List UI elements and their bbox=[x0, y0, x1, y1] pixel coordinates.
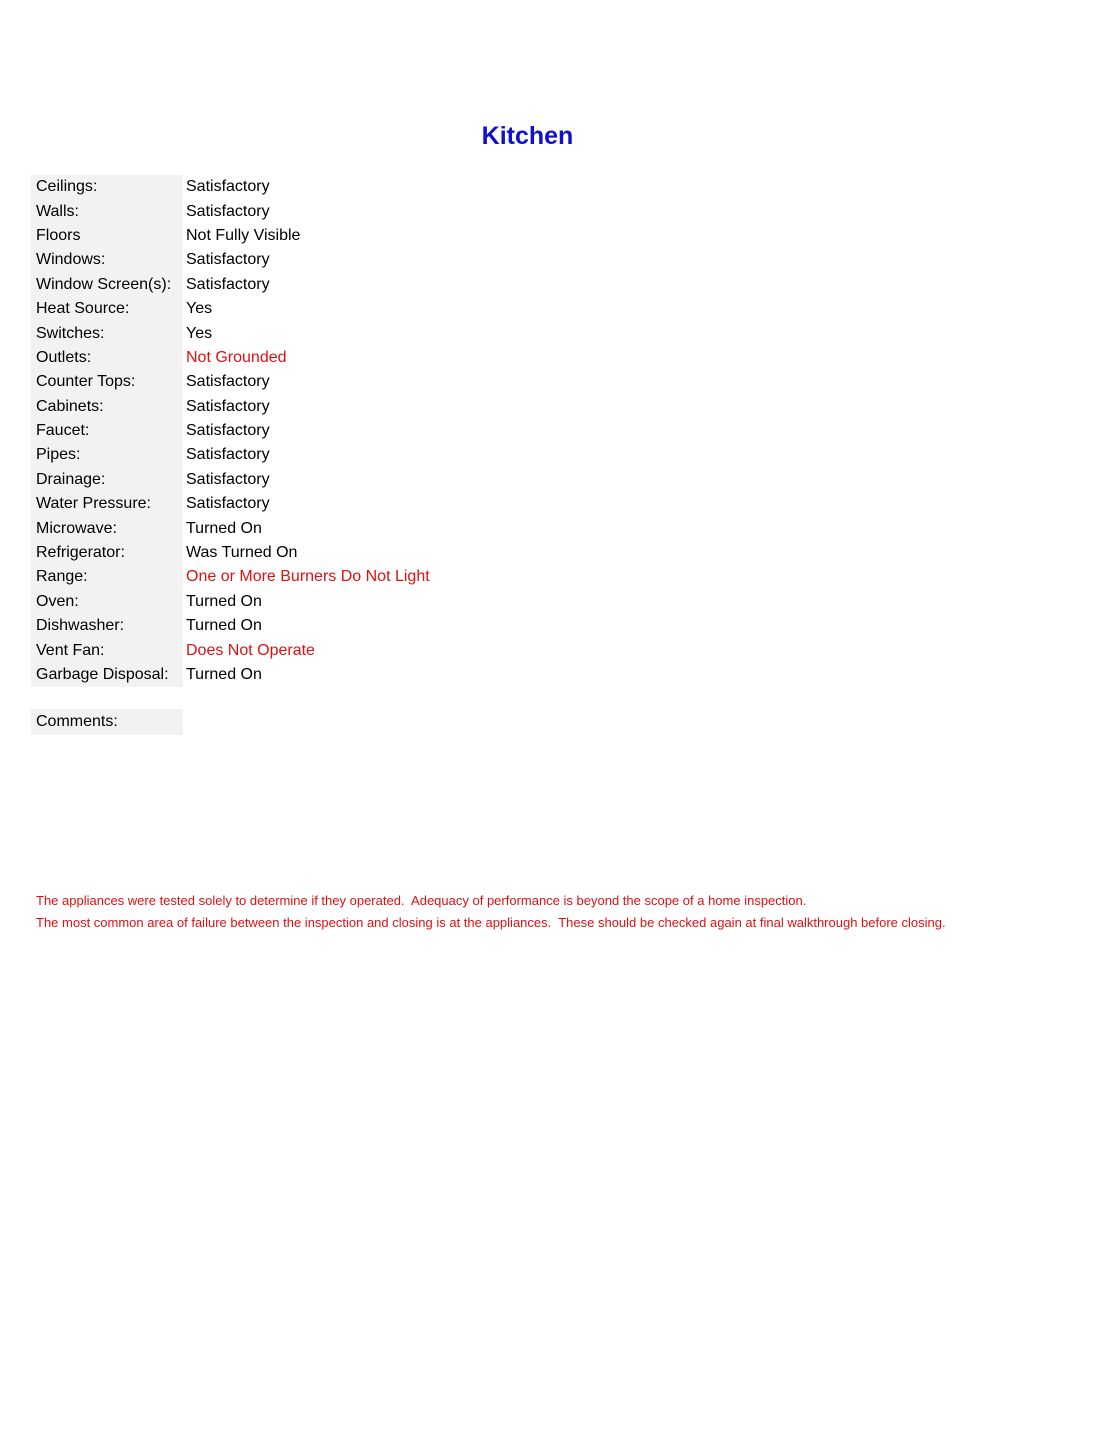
table-row bbox=[31, 443, 430, 467]
table-row bbox=[31, 273, 430, 297]
table-row bbox=[31, 492, 430, 516]
table-row bbox=[31, 224, 430, 248]
row-label: Walls: bbox=[31, 199, 183, 223]
row-value: Satisfactory bbox=[186, 275, 270, 293]
row-label: Vent Fan: bbox=[31, 638, 183, 662]
table-row bbox=[31, 248, 430, 272]
table-row bbox=[31, 297, 430, 321]
row-value: Satisfactory bbox=[186, 251, 270, 269]
row-label: Oven: bbox=[31, 590, 183, 614]
appliance-notes bbox=[36, 890, 946, 934]
row-value: Turned On bbox=[186, 617, 262, 635]
row-value: Satisfactory bbox=[186, 446, 270, 464]
row-label: Floors bbox=[31, 224, 183, 248]
row-label: Pipes: bbox=[31, 443, 183, 467]
inspection-table-body bbox=[31, 175, 430, 687]
row-label: Refrigerator: bbox=[31, 541, 183, 565]
page-title: Kitchen bbox=[481, 122, 574, 150]
comments-label: Comments: bbox=[31, 709, 183, 735]
row-label: Dishwasher: bbox=[31, 614, 183, 638]
table-row bbox=[31, 565, 430, 589]
note-line: The appliances were tested solely to determine if they operated. Adequacy of performance is beyond the scope of a home inspection. bbox=[36, 893, 807, 908]
row-label: Switches: bbox=[31, 321, 183, 345]
row-label: Window Screen(s): bbox=[31, 273, 183, 297]
row-label: Water Pressure: bbox=[31, 492, 183, 516]
row-value-alert: Not Grounded bbox=[186, 348, 287, 366]
row-value: Not Fully Visible bbox=[186, 226, 301, 244]
row-label: Microwave: bbox=[31, 516, 183, 540]
table-row bbox=[31, 663, 430, 687]
row-label: Faucet: bbox=[31, 419, 183, 443]
row-value: Turned On bbox=[186, 519, 262, 537]
note-line: The most common area of failure between the inspection and closing is at the appliances. These should be checked again at final walkthrough before closing. bbox=[36, 915, 946, 930]
table-row bbox=[31, 395, 430, 419]
inspection-table bbox=[31, 175, 430, 687]
table-row bbox=[31, 370, 430, 394]
table-row bbox=[31, 541, 430, 565]
table-row bbox=[31, 468, 430, 492]
row-value-alert: One or More Burners Do Not Light bbox=[186, 568, 430, 586]
table-row bbox=[31, 346, 430, 370]
row-value: Satisfactory bbox=[186, 470, 270, 488]
table-row bbox=[31, 199, 430, 223]
row-label: Drainage: bbox=[31, 468, 183, 492]
row-label: Outlets: bbox=[31, 346, 183, 370]
row-label: Range: bbox=[31, 565, 183, 589]
row-value: Satisfactory bbox=[186, 397, 270, 415]
table-row bbox=[31, 419, 430, 443]
row-value: Satisfactory bbox=[186, 422, 270, 440]
row-value: Satisfactory bbox=[186, 495, 270, 513]
table-row bbox=[31, 614, 430, 638]
row-label: Garbage Disposal: bbox=[31, 663, 183, 687]
row-value: Satisfactory bbox=[186, 202, 270, 220]
row-value: Yes bbox=[186, 300, 213, 318]
row-value-alert: Does Not Operate bbox=[186, 641, 315, 659]
table-row bbox=[31, 175, 430, 199]
row-label: Cabinets: bbox=[31, 395, 183, 419]
row-value: Turned On bbox=[186, 592, 262, 610]
table-row bbox=[31, 516, 430, 540]
row-label: Counter Tops: bbox=[31, 370, 183, 394]
table-row bbox=[31, 321, 430, 345]
row-label: Windows: bbox=[31, 248, 183, 272]
row-value: Satisfactory bbox=[186, 178, 270, 196]
row-label: Ceilings: bbox=[31, 175, 183, 199]
row-value: Yes bbox=[186, 324, 213, 342]
table-row bbox=[31, 590, 430, 614]
table-row bbox=[31, 638, 430, 662]
row-value: Satisfactory bbox=[186, 373, 270, 391]
row-label: Heat Source: bbox=[31, 297, 183, 321]
row-value: Turned On bbox=[186, 666, 262, 683]
row-value: Was Turned On bbox=[186, 544, 298, 562]
